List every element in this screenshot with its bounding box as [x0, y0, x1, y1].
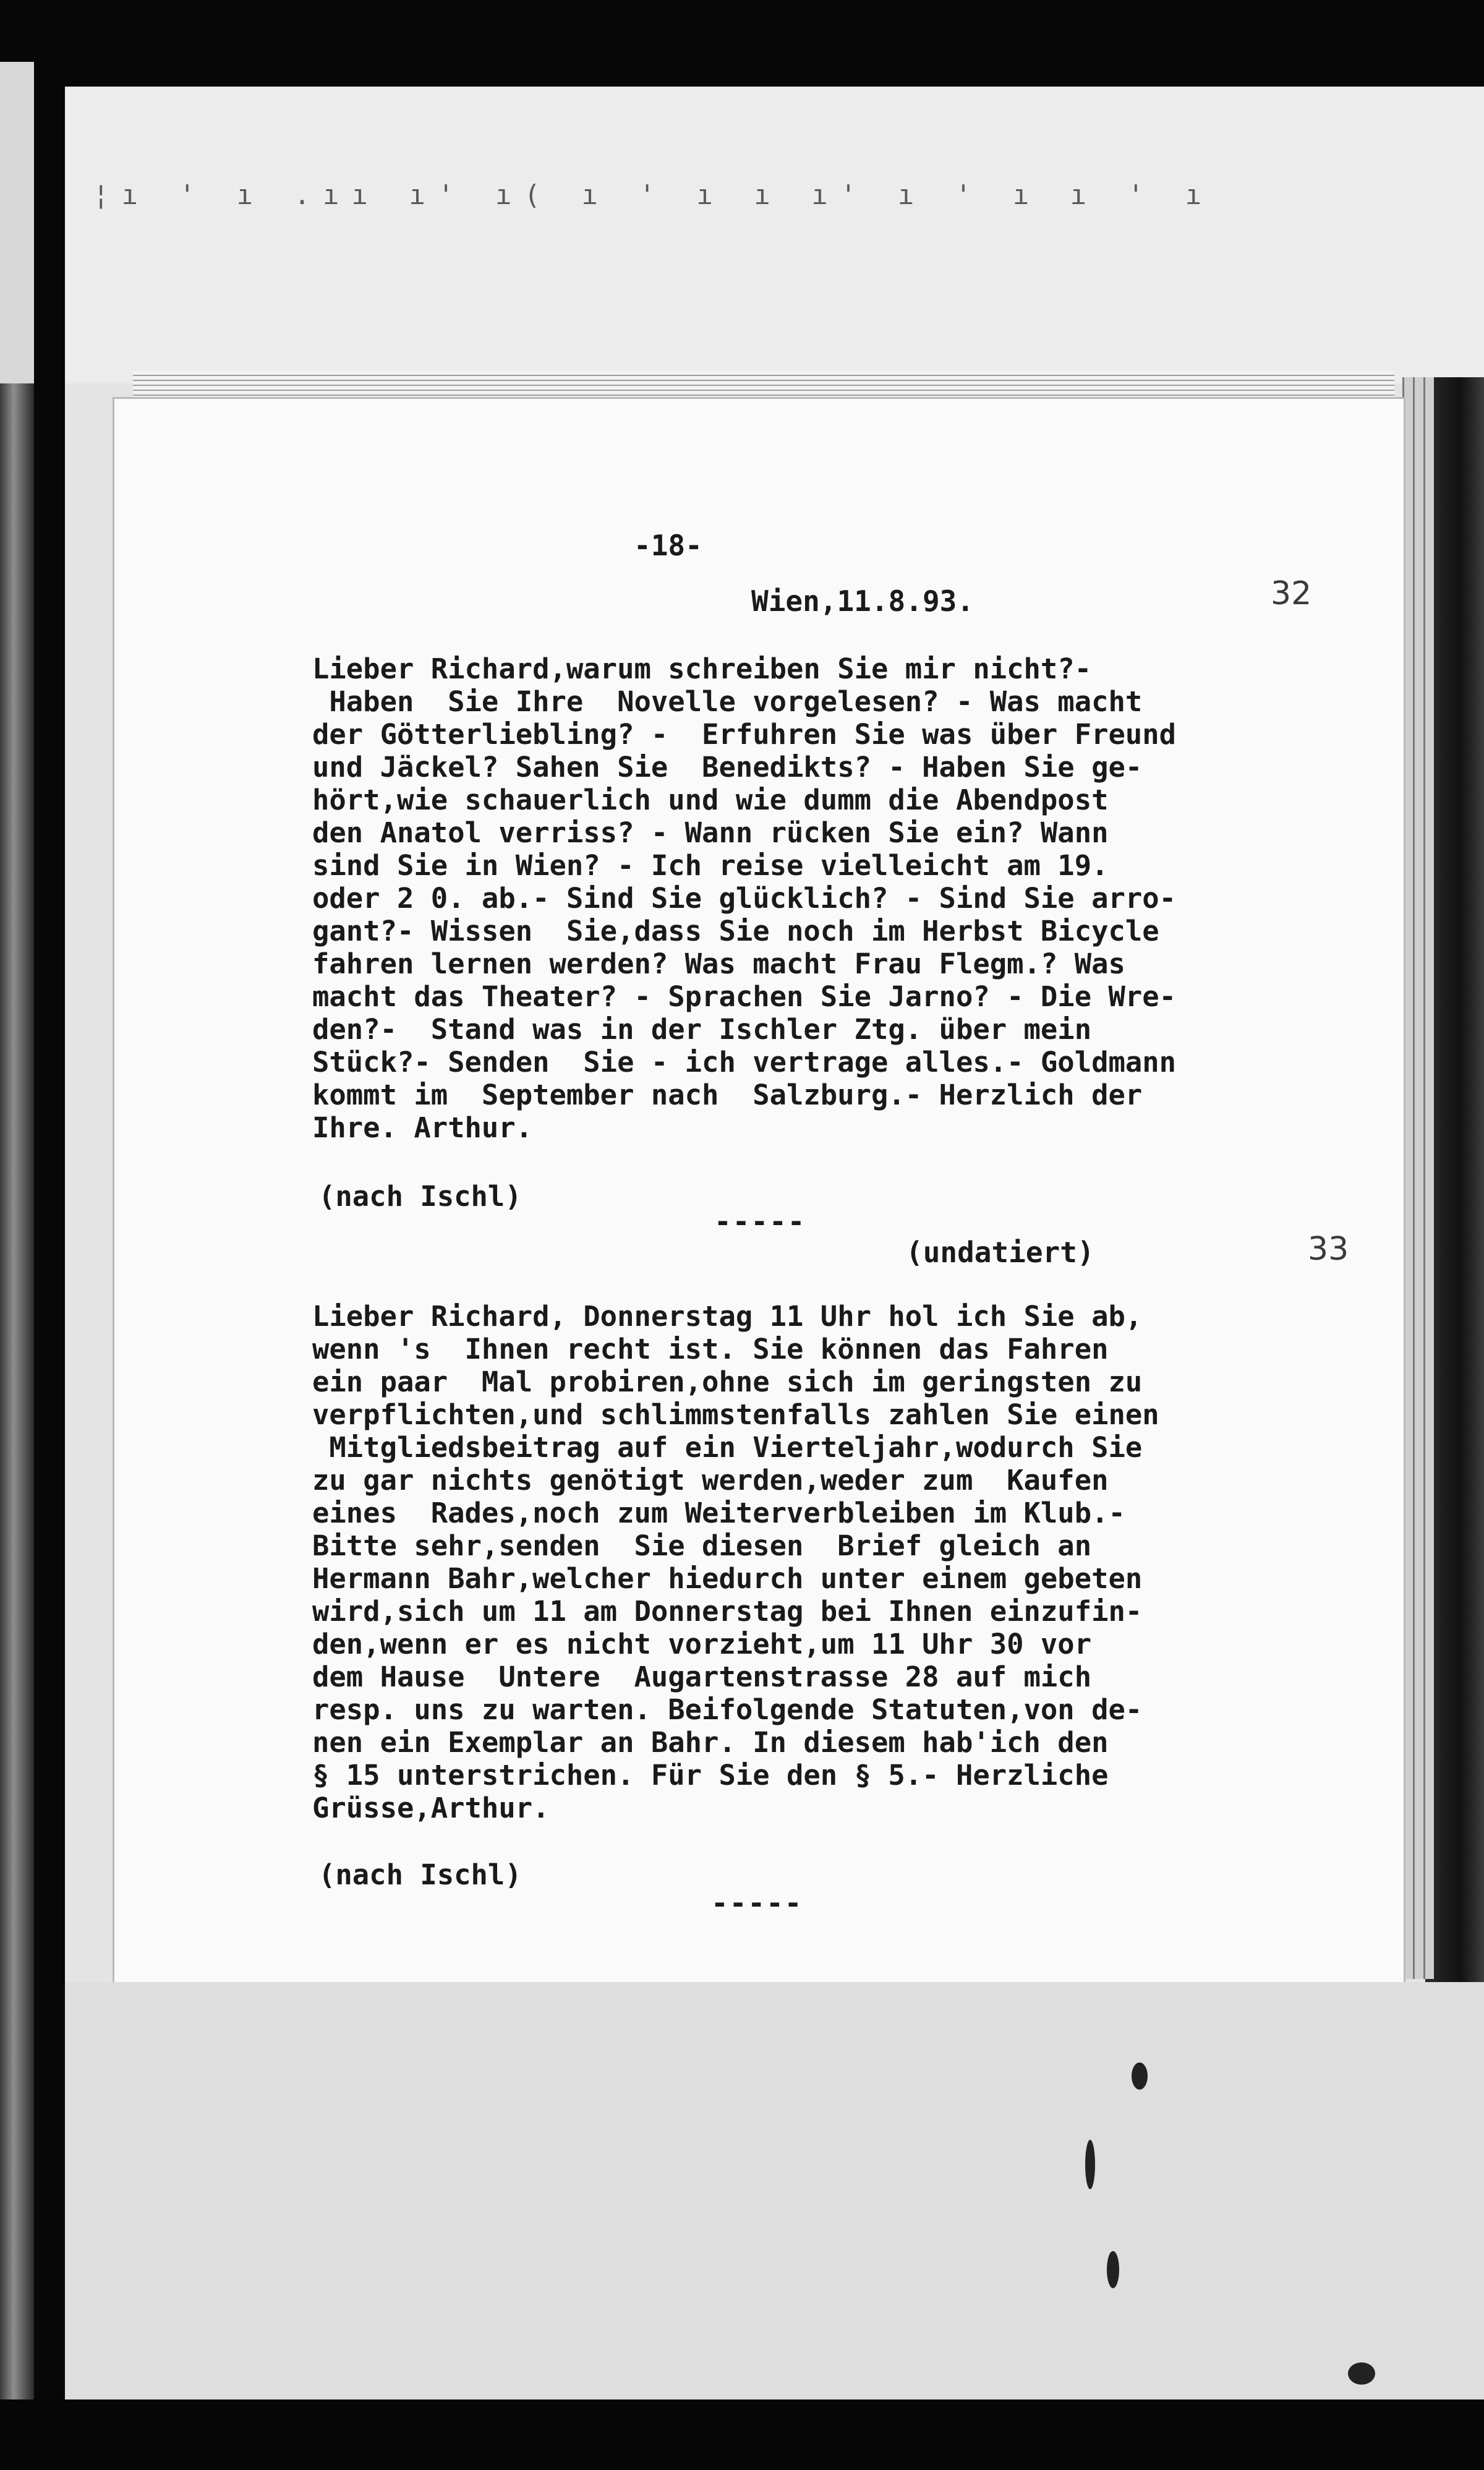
text-line: kommt im September nach Salzburg.- Herzlich der: [312, 1079, 1143, 1111]
left-page-edge: [0, 62, 34, 2399]
text-line: der Götterliebling? - Erfuhren Sie was über Freund: [312, 718, 1177, 751]
folio-number: 33: [1308, 1231, 1349, 1268]
text-line: oder 2 0. ab.- Sind Sie glücklich? - Sind Sie arro-: [312, 882, 1177, 915]
text-line: den,wenn er es nicht vorzieht,um 11 Uhr 30 vor: [312, 1628, 1092, 1660]
ink-smudge: [1085, 2140, 1095, 2189]
letter-date: Wien,11.8.93.: [751, 584, 974, 618]
letter-body: [312, 1300, 1357, 1824]
text-line: Bitte sehr,senden Sie diesen Brief gleich an: [312, 1529, 1092, 1562]
text-line: Stück?- Senden Sie - ich vertrage alles.- Goldmann: [312, 1046, 1177, 1079]
text-line: den?- Stand was in der Ischler Ztg. über mein: [312, 1013, 1092, 1046]
text-line: macht das Theater? - Sprachen Sie Jarno? - Die Wre-: [312, 980, 1177, 1013]
text-line: wird,sich um 11 am Donnerstag bei Ihnen einzufin-: [312, 1595, 1143, 1628]
backing-sheet-top: [65, 87, 1484, 383]
text-line: verpflichten,und schlimmstenfalls zahlen Sie einen: [312, 1398, 1159, 1431]
text-line: fahren lernen werden? Was macht Frau Flegm.? Was: [312, 947, 1125, 980]
page-number: -18-: [634, 529, 702, 562]
ink-smudge: [1107, 2251, 1119, 2288]
folio-number: 32: [1271, 575, 1312, 612]
stacked-page-top-edges: [133, 371, 1394, 402]
recipient-note: (nach Ischl): [318, 1858, 522, 1891]
text-line: und Jäckel? Sahen Sie Benedikts? - Haben Sie ge-: [312, 751, 1143, 784]
text-line: Haben Sie Ihre Novelle vorgelesen? - Was macht: [312, 685, 1143, 718]
text-line: resp. uns zu warten. Beifolgende Statuten,von de-: [312, 1693, 1143, 1726]
text-line: dem Hause Untere Augartenstrasse 28 auf mich: [312, 1660, 1092, 1693]
text-line: Lieber Richard, Donnerstag 11 Uhr hol ich Sie ab,: [312, 1300, 1143, 1333]
text-line: Lieber Richard,warum schreiben Sie mir nicht?-: [312, 652, 1092, 685]
stacked-page-edge: [1413, 377, 1423, 1979]
text-line: Ihre. Arthur.: [312, 1111, 533, 1144]
text-line: zu gar nichts genötigt werden,weder zum Kaufen: [312, 1464, 1109, 1497]
text-line: Grüsse,Arthur.: [312, 1792, 550, 1824]
backing-sheet-lower: [65, 1982, 1484, 2399]
text-line: wenn 's Ihnen recht ist. Sie können das Fahren: [312, 1333, 1109, 1365]
stacked-page-edge: [1402, 377, 1413, 1979]
scan-bottom-border: [0, 2399, 1484, 2470]
text-line: eines Rades,noch zum Weiterverbleiben im Klub.-: [312, 1497, 1125, 1529]
text-line: Hermann Bahr,welcher hiedurch unter einem gebeten: [312, 1562, 1143, 1595]
text-line: nen ein Exemplar an Bahr. In diesem hab'ich den: [312, 1726, 1109, 1759]
left-page-edge-light: [0, 62, 34, 383]
separator: -----: [714, 1205, 806, 1238]
right-dark-edge: [1425, 377, 1484, 2233]
bleed-through-marks: ¦ı ' ı .ıı ı' ı( ı ' ı ı ı' ı ' ı ı ' ı: [93, 179, 1214, 211]
recipient-note: (nach Ischl): [318, 1180, 522, 1213]
text-line: sind Sie in Wien? - Ich reise vielleicht am 19.: [312, 849, 1109, 882]
text-line: § 15 unterstrichen. Für Sie den § 5.- Herzliche: [312, 1759, 1109, 1792]
text-line: hört,wie schauerlich und wie dumm die Abendpost: [312, 784, 1109, 816]
ink-smudge: [1132, 2062, 1148, 2090]
letter-body: [312, 652, 1357, 1144]
letter-date: (undatiert): [906, 1236, 1094, 1269]
text-line: gant?- Wissen Sie,dass Sie noch im Herbst Bicycle: [312, 915, 1159, 947]
stacked-page-edge: [1423, 377, 1434, 1979]
separator: -----: [711, 1886, 803, 1920]
ink-smudge: [1348, 2362, 1375, 2385]
text-line: Mitgliedsbeitrag auf ein Vierteljahr,wodurch Sie: [312, 1431, 1143, 1464]
text-line: den Anatol verriss? - Wann rücken Sie ein? Wann: [312, 816, 1109, 849]
text-line: ein paar Mal probiren,ohne sich im geringsten zu: [312, 1365, 1143, 1398]
